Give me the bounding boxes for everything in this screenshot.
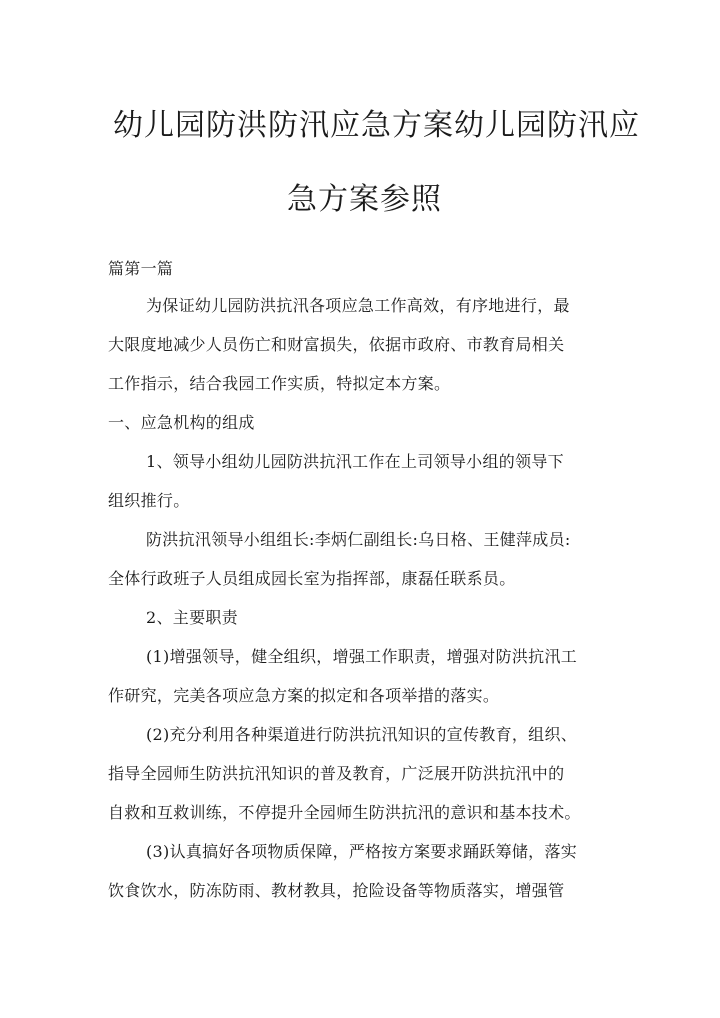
- paragraph-line: (3)认真搞好各项物质保障，严格按方案要求踊跃筹储，落实: [146, 842, 578, 861]
- paragraph-line: 为保证幼儿园防洪抗汛各项应急工作高效，有序地进行，最: [146, 296, 570, 315]
- paragraph-line: 工作指示，结合我园工作实质，特拟定本方案。: [108, 374, 451, 393]
- subsection-heading: 2、主要职责: [146, 608, 238, 627]
- paragraph-line: 饮食饮水，防冻防雨、教材教具，抢险设备等物质落实，增强管: [108, 881, 565, 900]
- paragraph-line: 1、领导小组幼儿园防洪抗汛工作在上司领导小组的领导下: [146, 452, 564, 471]
- document-title-line-1: 幼儿园防洪防汛应急方案幼儿园防汛应: [113, 108, 640, 143]
- paragraph-line: 作研究，完美各项应急方案的拟定和各项举措的落实。: [108, 686, 500, 705]
- section-heading: 一、应急机构的组成: [108, 413, 255, 432]
- paragraph-line: 自救和互救训练，不停提升全园师生防洪抗汛的意识和基本技术。: [108, 803, 581, 822]
- paragraph-line: 大限度地减少人员伤亡和财富损失，依据市政府、市教育局相关: [108, 335, 565, 354]
- paragraph-line: (2)充分利用各种渠道进行防洪抗汛知识的宣传教育，组织、: [146, 725, 578, 744]
- paragraph-line: 全体行政班子人员组成园长室为指挥部，康磊任联系员。: [108, 569, 516, 588]
- section-heading-part: 篇第一篇: [108, 259, 174, 278]
- paragraph-line: 组织推行。: [108, 491, 190, 510]
- paragraph-line: 指导全园师生防洪抗汛知识的普及教育，广泛展开防洪抗汛中的: [108, 764, 565, 783]
- paragraph-line: (1)增强领导，健全组织，增强工作职责，增强对防洪抗汛工: [146, 647, 578, 666]
- document-title-line-2: 急方案参照: [287, 182, 442, 217]
- paragraph-line: 防洪抗汛领导小组组长:李炳仁副组长:乌日格、王健萍成员:: [146, 530, 571, 549]
